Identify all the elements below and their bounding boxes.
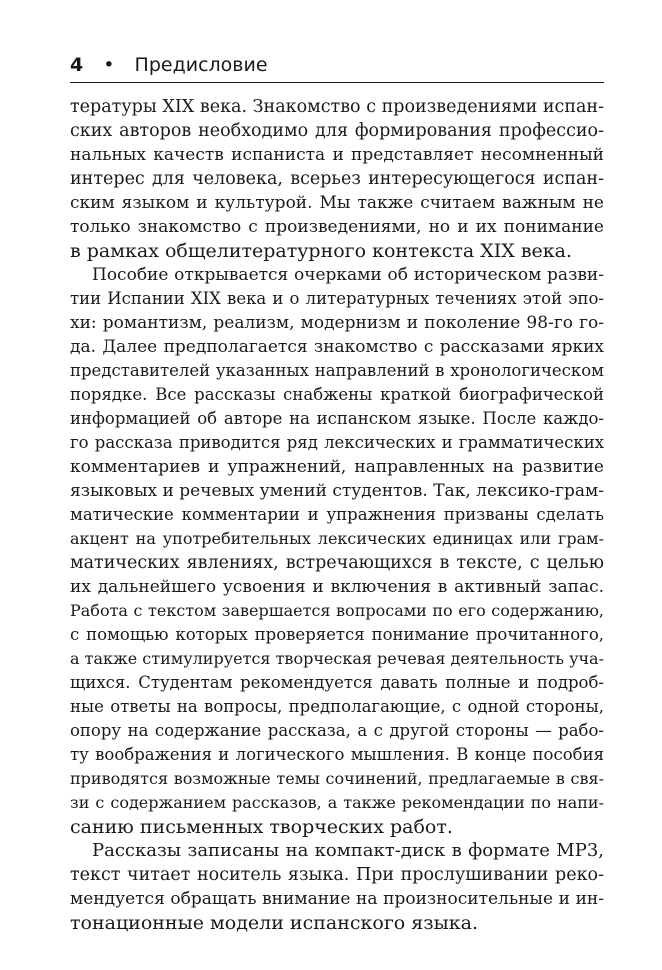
text-line: тонационные модели испанского языка. xyxy=(70,912,478,934)
text-line: нальных качеств испаниста и представляет несомненный xyxy=(70,145,604,165)
text-line: приводятся возможные темы сочинений, предлагаемые в свя- xyxy=(70,769,604,788)
text-line: ским языком и культурой. Мы также считаем важным не xyxy=(70,193,604,213)
text-line: информацией об авторе на испанском языке. После каждо- xyxy=(70,409,604,428)
text-line: их дальнейшего усвоения и включения в активный запас. xyxy=(70,577,604,597)
text-line: представителей указанных направлений в хронологическом xyxy=(70,361,604,380)
paragraph-1 xyxy=(70,95,604,263)
text-line: языковых и речевых умений студентов. Так, лексико-грам- xyxy=(70,481,604,501)
text-line: мендуется обращать внимание на произносительные и ин- xyxy=(70,889,604,909)
text-line: матических явлениях, встречающихся в тексте, с целью xyxy=(70,553,604,573)
text-line: Работа с текстом завершается вопросами по его содержанию, xyxy=(70,601,604,620)
paragraph-3 xyxy=(70,839,604,935)
text-line: хи: романтизм, реализм, модернизм и поколение 98-го го- xyxy=(70,313,604,333)
section-title: Предисловие xyxy=(134,54,268,76)
text-line: Рассказы записаны на компакт-диск в формате МР3, xyxy=(92,840,604,861)
text-line: ту воображения и логического мышления. В конце пособия xyxy=(70,745,604,764)
text-line: тии Испании XIX века и о литературных течениях этой эпо- xyxy=(70,289,604,308)
text-line: тературы XIX века. Знакомство с произведениями испан- xyxy=(70,97,604,117)
text-line: опору на содержание рассказа, а с другой стороны — рабо- xyxy=(70,721,604,740)
text-line: в рамках общелитературного контекста XIX века. xyxy=(70,240,573,262)
text-line: только знакомство с произведениями, но и их понимание xyxy=(70,217,604,237)
text-line: санию письменных творческих работ. xyxy=(70,816,453,838)
text-line: а также стимулируется творческая речевая деятельность уча- xyxy=(70,649,604,668)
text-line: интерес для человека, всерьез интересующегося испан- xyxy=(70,169,604,189)
text-line: ских авторов необходимо для формирования профессио- xyxy=(70,121,604,141)
text-line: да. Далее предполагается знакомство с рассказами ярких xyxy=(70,337,604,357)
text-line: ные ответы на вопросы, предполагающие, с одной стороны, xyxy=(70,697,604,716)
body-text xyxy=(70,95,604,935)
text-line: акцент на употребительных лексических единицах или грам- xyxy=(70,529,604,548)
header-separator: • xyxy=(103,54,115,76)
text-line: комментариев и упражнений, направленных на развитие xyxy=(70,457,604,477)
paragraph-2 xyxy=(70,263,604,839)
text-line: текст читает носитель языка. При прослушивании реко- xyxy=(70,865,604,885)
text-line: с помощью которых проверяется понимание прочитанного, xyxy=(70,625,604,644)
text-line: го рассказа приводится ряд лексических и грамматических xyxy=(70,433,604,452)
running-head xyxy=(70,48,604,83)
text-line: порядке. Все рассказы снабжены краткой биографической xyxy=(70,385,604,404)
text-line: матические комментарии и упражнения призваны сделать xyxy=(70,505,604,524)
page-number: 4 xyxy=(70,54,84,76)
text-line: зи с содержанием рассказов, а также рекомендации по напи- xyxy=(70,793,604,812)
text-line: Пособие открывается очерками об историческом разви- xyxy=(92,265,604,285)
text-line: щихся. Студентам рекомендуется давать полные и подроб- xyxy=(70,673,604,692)
